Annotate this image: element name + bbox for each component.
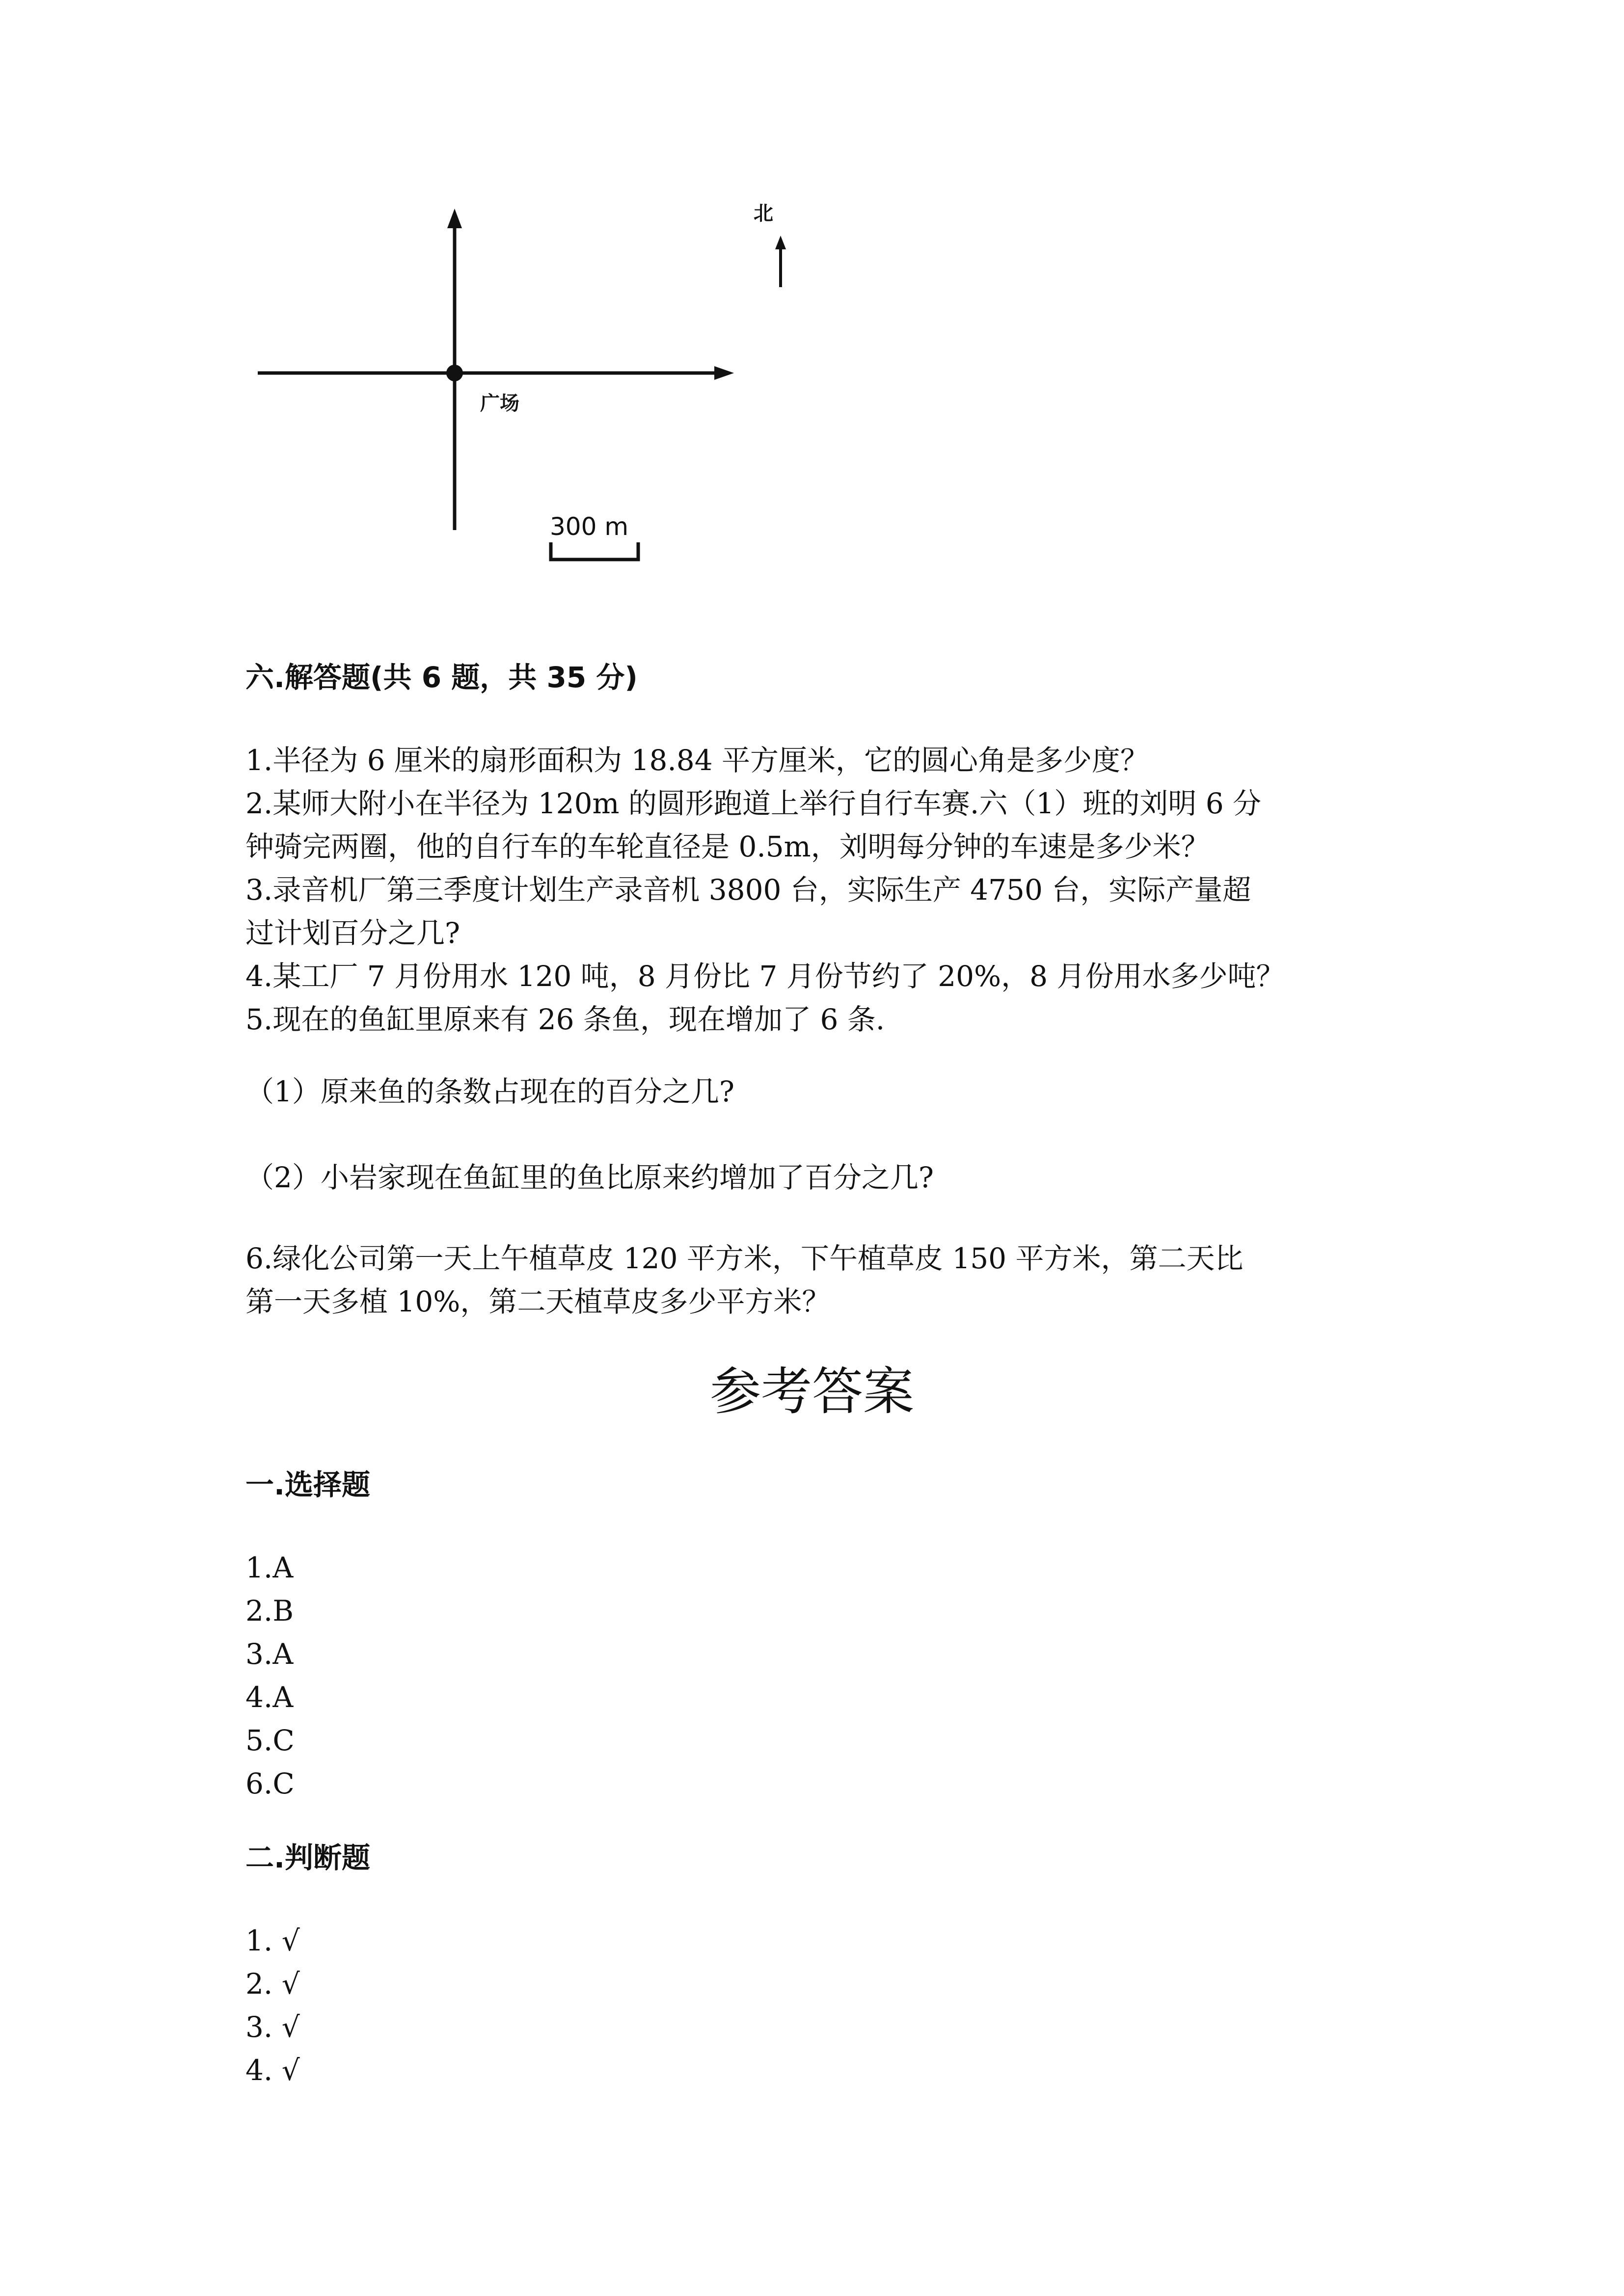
- map-figure: [245, 187, 884, 589]
- answer-item: 2. √: [245, 1967, 300, 2001]
- answers-part-2-list: [245, 1919, 1394, 2092]
- question-3-line-1: 3.录音机厂第三季度计划生产录音机 3800 台，实际生产 4750 台，实际产量超: [245, 873, 1251, 907]
- question-2-line-1: 2.某师大附小在半径为 120m 的圆形跑道上举行自行车赛.六（1）班的刘明 6 分: [245, 787, 1262, 820]
- answers-part-2-heading: 二.判断题: [245, 1841, 371, 1874]
- answer-item: 1.A: [245, 1551, 294, 1584]
- vertical-axis-arrowhead: [447, 209, 462, 228]
- question-4: 4.某工厂 7 月份用水 120 吨，8 月份比 7 月份节约了 20%，8 月份用水多少吨？: [245, 960, 1285, 993]
- question-1: 1.半径为 6 厘米的扇形面积为 18.84 平方厘米，它的圆心角是多少度？: [245, 744, 1149, 777]
- answer-item: 5.C: [245, 1724, 295, 1757]
- section-heading: 六.解答题(共 6 题，共 35 分): [245, 661, 638, 694]
- question-5: 5.现在的鱼缸里原来有 26 条鱼，现在增加了 6 条.: [245, 1003, 885, 1036]
- question-6-line-2: 第一天多植 10%，第二天植草皮多少平方米？: [245, 1285, 831, 1318]
- question-5-sub-2: （2）小岩家现在鱼缸里的鱼比原来约增加了百分之几?: [245, 1161, 934, 1194]
- question-6: [245, 1237, 1394, 1323]
- question-5-sub-1: （1）原来鱼的条数占现在的百分之几?: [245, 1075, 734, 1108]
- north-label: 北: [754, 202, 773, 225]
- question-3-line-2: 过计划百分之几?: [245, 916, 460, 950]
- question-2-line-2: 钟骑完两圈，他的自行车的车轮直径是 0.5m，刘明每分钟的车速是多少米？: [245, 830, 1210, 863]
- horizontal-axis-arrowhead: [714, 366, 734, 380]
- map-diagram: [245, 187, 884, 589]
- answer-item: 3. √: [245, 2010, 300, 2044]
- question-6-line-1: 6.绿化公司第一天上午植草皮 120 平方米，下午植草皮 150 平方米，第二天比: [245, 1242, 1244, 1275]
- answers-part-1-heading: 一.选择题: [245, 1468, 371, 1501]
- north-arrow-head: [775, 236, 786, 249]
- answer-item: 3.A: [245, 1637, 294, 1671]
- scale-label: 300 m: [550, 512, 629, 541]
- answer-item: 6.C: [245, 1767, 295, 1800]
- square-label: 广场: [480, 392, 519, 415]
- square-point: [446, 365, 463, 381]
- answer-item: 4.A: [245, 1681, 294, 1714]
- answer-item: 1. √: [245, 1924, 300, 1957]
- answers-title: 参考答案: [709, 1362, 914, 1421]
- answer-item: 4. √: [245, 2054, 300, 2087]
- answer-item: 2.B: [245, 1594, 294, 1628]
- answers-part-1-list: [245, 1546, 1394, 1805]
- question-list: [245, 739, 1394, 1041]
- scale-bar: [551, 542, 638, 560]
